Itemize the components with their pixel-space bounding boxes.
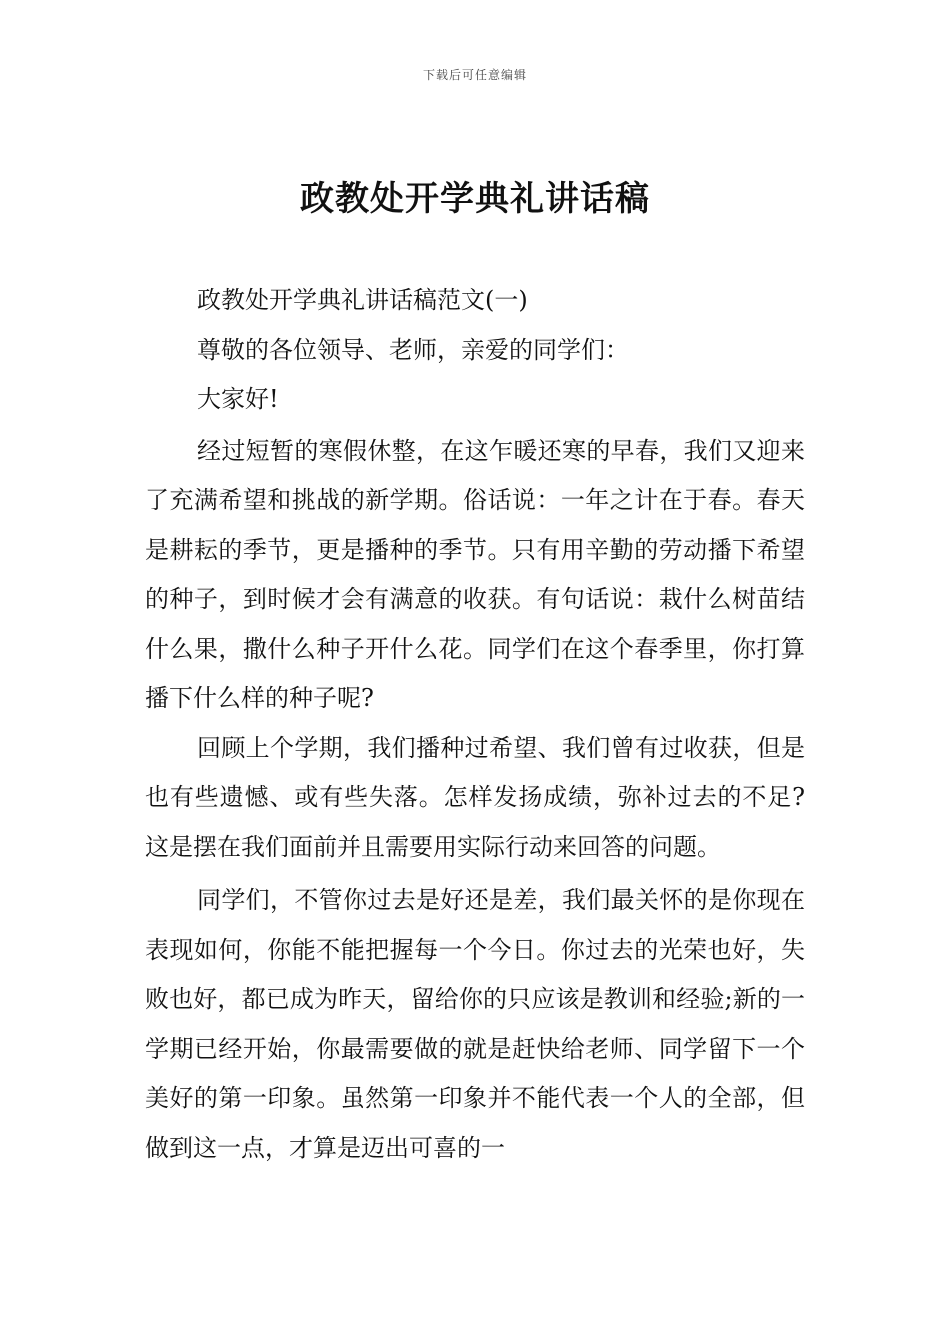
paragraph-greeting: 大家好!: [197, 385, 279, 413]
paragraph-salutation: 尊敬的各位领导、老师，亲爱的同学们：: [197, 335, 629, 364]
page-header-note: 下载后可任意编辑: [422, 68, 527, 82]
paragraph-body: 经过短暂的寒假休整，在这乍暖还寒的早春，我们又迎来了充满希望和挑战的新学期。俗话说：一年之计在于春。春天是耕耘的季节，更是播种的季节。只有用辛勤的劳动播下希望的种子，到时候才会有满意的收获。有句话说：栽什么树苗结什么果，撒什么种子开什么花。同学们在这个春季里，你打算播下什么样的种子呢?: [145, 436, 805, 712]
document-body: [145, 276, 805, 1173]
document-title: 政教处开学典礼讲话稿: [300, 179, 650, 219]
paragraph-body: 同学们，不管你过去是好还是差，我们最关怀的是你现在表现如何，你能不能把握每一个今日。你过去的光荣也好，失败也好，都已成为昨天，留给你的只应该是教训和经验;新的一学期已经开始，你最需要做的就是赶快给老师、同学留下一个美好的第一印象。虽然第一印象并不能代表一个人的全部，但做到这一点，才算是迈出可喜的一: [145, 886, 805, 1162]
paragraph-subtitle: 政教处开学典礼讲话稿范文(一): [197, 286, 528, 314]
paragraph-body: 回顾上个学期，我们播种过希望、我们曾有过收获，但是也有些遗憾、或有些失落。怎样发扬成绩，弥补过去的不足?这是摆在我们面前并且需要用实际行动来回答的问题。: [145, 733, 805, 861]
